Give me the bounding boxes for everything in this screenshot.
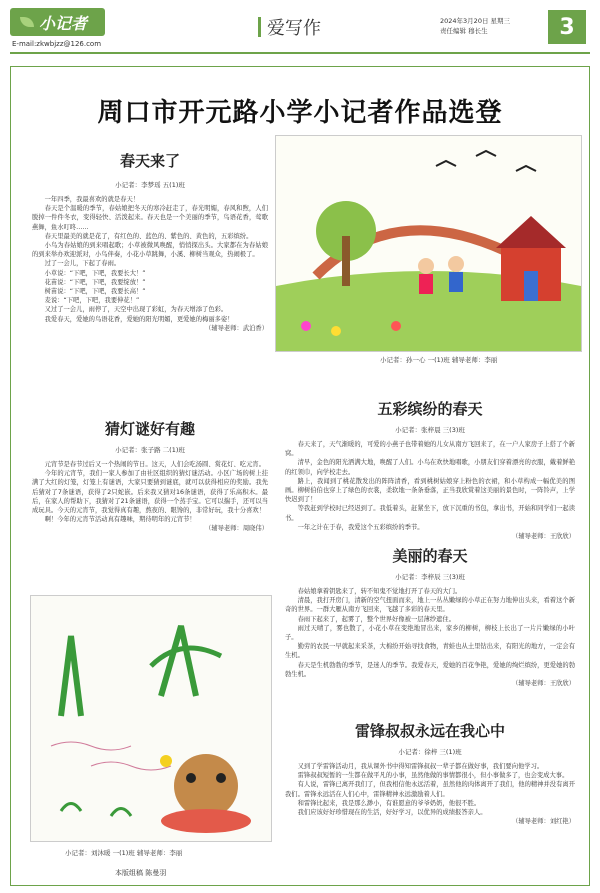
teacher-credit: （辅导老师：周晓伟） (205, 525, 268, 533)
paragraph: 清早，金色的阳光洒满大地，唤醒了人们。小鸟在欢快地唱歌，小朋友们穿着漂亮的衣服，戴着鲜艳的红领巾，向学校走去。 (285, 459, 575, 476)
paragraph: 春天里最美的就是花了，有红色的、蓝色的、紫色的、黄色的，五彩缤纷。 (44, 232, 253, 240)
paragraph: 春天来了，天气渐暖的，可爱的小燕子也带着她的儿女从南方飞回来了，在一户人家房子上搭了个新窝。 (285, 441, 575, 458)
section-label: 爱写作 (267, 18, 321, 39)
page-number: 3 (548, 10, 586, 44)
paragraph: 小草说：“下吧，下吧，我要长大！” (44, 269, 146, 277)
paragraph: 有人说，雷锋已离开我们了，但我相信他永远活着，虽然他的肉体离开了我们，他的精神并没有离开我们。雷锋永远活在人们心中，雷锋精神永远激励着人们。 (285, 781, 575, 798)
paragraph: 清晨，我打开房门，清新的空气扭面而来，地上一丛丛嫩绿的小草正在努力地伸出头来，看着这个新奇的世界。一群大雁从南方飞回来，飞越了多彩的春天里。 (285, 597, 575, 614)
paragraph: 元宵节是春节过后又一个热闹的节日。这天，人们会吃汤圆、赏花灯、吃元宵。 (44, 461, 265, 468)
article-byline-beautiful: 小记者：李梓辰 三(3)班 (395, 573, 465, 581)
logo-text: 小记者 (39, 13, 88, 33)
paragraph: 雷锋叔叔短暂的一生都在做平凡的小事，虽然他做的事情都很小，但小事做多了，也会变成大事。 (297, 772, 569, 780)
paragraph: 过了一会儿，下起了春雨。 (44, 260, 121, 268)
paragraph: 树苗说：“下吧，下吧，我要长高！” (44, 288, 146, 296)
article-body-beautiful (285, 587, 575, 688)
contact-email[interactable]: E-mail:zkwbjzz@126.com (12, 40, 102, 48)
drawing-svg (31, 596, 271, 841)
teacher-credit: （辅导老师：王欣欣） (512, 680, 575, 688)
drawing-pond-scene (30, 595, 272, 842)
paragraph: 春姑娘拿着钥匙来了，转不知鬼不觉地打开了春天的大门。 (297, 588, 462, 595)
responsible-editor: 责任编辑 穆长生 (440, 27, 488, 35)
paragraph: 一年之计在于春，我爱这个五彩缤纷的季节。 (297, 523, 424, 531)
section-title (258, 14, 321, 40)
article-body-spring (32, 195, 268, 333)
article-title-colorful: 五彩缤纷的春天 (377, 400, 483, 418)
paragraph: 麦说：“下吧，下吧，我要伸花！” (44, 297, 140, 305)
paragraph: 等我赶到学校时已经迟到了。我低着头，赶紧坐下，放下沉重的书包，拿出书，开始和同学们一起读书。 (285, 505, 575, 522)
paragraph: 一年四季，我最喜欢的就是春天！ (44, 196, 140, 203)
paragraph: 春天是个温暖的季节，春姑娘把冬天的寒冷赶走了，春光明媚，春风和煦，人们脱掉一件件冬衣，变得轻快、活泼起来。春天也是一个美丽的季节，鸟语花香，莺歌燕舞，鱼水叮咚…… (32, 205, 268, 231)
section-bar (258, 17, 261, 37)
caption-bottom-drawing: 小记者：刘沐暖 一(1)班 辅导老师：李丽 (65, 849, 183, 857)
footer-credit (115, 868, 166, 878)
teacher-credit: （辅导老师：武泊香） (205, 324, 268, 332)
paragraph: 花苗说：“下吧，下吧，我要绽放！” (44, 278, 146, 286)
teacher-credit: （辅导老师：王欣欣） (512, 533, 575, 541)
article-byline-colorful: 小记者：张梓晨 三(3)班 (395, 426, 465, 434)
article-byline-leifeng: 小记者：徐梓 三(1)班 (398, 748, 462, 756)
paragraph: 路上，我闻到了桃花散发出的阵阵清香，看到桃树姑娘穿上粉色的衣裙，和小草构成一幅优美的图画。柳树伯伯也穿上了绿色的衣裳，柔软地一条条垂落，正当我欣赏着这美丽的景色时，一阵铃声，上学快迟到了！ (285, 477, 575, 504)
paragraph: 又过了一会儿，雨停了，天空中出现了彩虹，为春天增添了色彩。 (44, 306, 228, 314)
paragraph: 我爱春天，爱她的鸟语花香，爱她的阳光明媚，更爱她的梅丽多姿！ (44, 315, 234, 323)
paragraph: 小鸟为春姑娘的到来唱起歌；小草被微风唤醒，悄悄探出头。大家都在为春姑娘的到来举办欢迎派对，小鸟伴奏，小花小草跳舞，小溪、柳树当观众，热闹极了。 (32, 242, 268, 259)
issue-date: 2024年3月20日 星期三 (440, 17, 511, 25)
newspaper-logo (10, 8, 105, 36)
paragraph: 春天是生机勃勃的季节，是迷人的季节。我爱春天，爱她的百花争艳，爱她的绚烂缤纷，更爱她的勃勃生机。 (285, 661, 575, 678)
header-rule (10, 52, 590, 54)
article-title-lantern: 猜灯谜好有趣 (104, 420, 195, 438)
paragraph: 又到了学雷锋活动月，我从课外书中得知雷锋叔叔一辈子都在做好事，我们要向他学习。 (297, 763, 544, 770)
paragraph: 和雷锋比起来，我是那么渺小，有谁愿意的爷爷奶奶，他很不胜。 (297, 799, 481, 807)
article-title-spring: 春天来了 (119, 152, 180, 170)
article-body-leifeng (285, 762, 575, 826)
article-title-leifeng: 雷锋叔叔永远在我心中 (354, 722, 505, 740)
paragraph: 春雨下起来了，起雾了，整个世界好像被一层薄纱遮住。 (297, 615, 456, 623)
paragraph: 啊！今年的元宵节活动真有趣味，期待明年的元宵节！ (44, 516, 196, 524)
issue-meta (440, 16, 510, 36)
footer-editor: 陈曼羽 (145, 869, 167, 877)
drawing-svg (276, 136, 581, 351)
drawing-spring-scene (275, 135, 582, 352)
article-title-beautiful: 美丽的春天 (392, 547, 468, 565)
paragraph: 雨过天晴了，雾也散了，小花小草在变绝地冒出来，家乡的柳树，柳枝上长出了一片片嫩绿的小叶子。 (285, 624, 575, 642)
teacher-credit: （辅导老师：刘红艳） (512, 818, 575, 826)
main-title: 周口市开元路小学小记者作品选登 (97, 98, 503, 128)
paragraph: 今年的元宵节，我们一家人参加了由社区组织的猜灯谜活动。小区广场的树上挂满了大红的灯笼，灯笼上有谜语，大家只要猜到谜底，就可以获得相应的奖励。我先后猜对了7条谜语，获得了2只蛇嵌。后来我又猜对16条谜语，获得了乐高积木。最后，在家人的帮助下，我猜对了21条谜语，获得一个蒸手宝。它可以揣手，还可以当成玩具。今天的元宵节，我觉得真有趣，熬夜的、眼馋的，非常好玩，我十分喜欢！ (32, 470, 268, 515)
footer-label: 本版组稿 (115, 869, 143, 877)
leaf-icon (20, 17, 34, 27)
article-byline-lantern: 小记者：张子路 二(1)班 (115, 446, 185, 454)
article-byline-spring: 小记者：李梦瑶 五(1)班 (115, 181, 185, 189)
article-body-colorful (285, 440, 575, 541)
paragraph: 我们应该好好珍惜现在的生活，好好学习，以优异的成绩报答亲人。 (297, 809, 487, 817)
paragraph: 勤劳的农民一早就起来采茶，大棉纷开始寻找食物，青蛙也从土里钻出来，有阳光的地方，一定会有生机。 (285, 643, 575, 660)
article-body-lantern (32, 460, 268, 534)
caption-top-drawing: 小记者：孙一心 一(1)班 辅导老师：李丽 (380, 356, 498, 364)
